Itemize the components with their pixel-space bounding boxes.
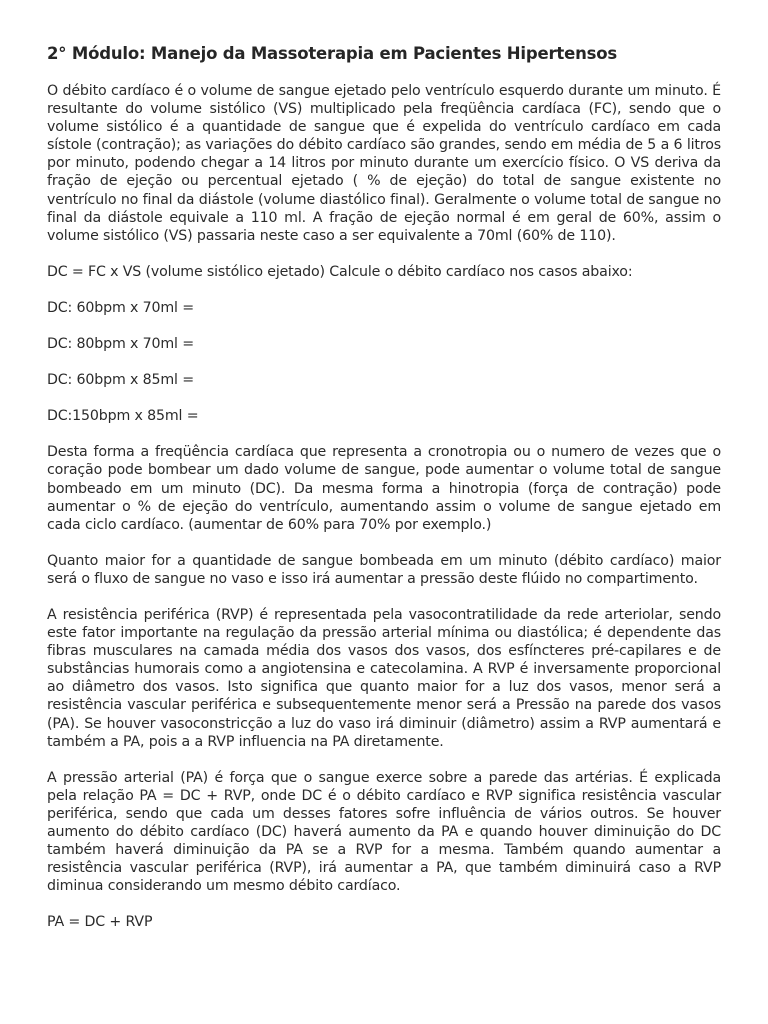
- paragraph-heart-rate: Desta forma a freqüência cardíaca que representa a cronotropia ou o numero de vezes que o coração pode bombear um dado volume de sangue, pode aumentar o volume total de sangue bombeado em um minuto (DC). Da mesma forma a hinotropia (força de contração) pode aumentar o % de ejeção do ventrículo, aumentando assim o volume de sangue ejetado em cada ciclo cardíaco. (aumentar de 60% para 70% por exemplo.): [47, 444, 721, 533]
- exercise-line: DC: 60bpm x 70ml =: [47, 299, 194, 316]
- final-formula: PA = DC + RVP: [47, 914, 153, 931]
- page-title: 2° Módulo: Manejo da Massoterapia em Pacientes Hipertensos: [47, 44, 618, 63]
- formula-intro: DC = FC x VS (volume sistólico ejetado) Calcule o débito cardíaco nos casos abaixo:: [47, 263, 633, 280]
- paragraph-cardiac-output: O débito cardíaco é o volume de sangue ejetado pelo ventrículo esquerdo durante um minuto. É resultante do volume sistólico (VS) multiplicado pela freqüência cardíaca (FC), sendo que o volume sistólico é a quantidade de sangue que é expelida do ventrículo cardíaco em cada sístole (contração); as variações do débito cardíaco são grandes, sendo em média de 5 a 6 litros por minuto, podendo chegar a 14 litros por minuto durante um exercício físico. O VS deriva da fração de ejeção ou percentual ejetado ( % de ejeção) do total de sangue existente no ventrículo no final da diástole (volume diastólico final). Geralmente o volume total de sangue no final da diástole equivale a 110 ml. A fração de ejeção normal é em geral de 60%, assim o volume sistólico (VS) passaria neste caso a ser equivalente a 70ml (60% de 110).: [47, 83, 721, 244]
- document-page: [47, 44, 721, 949]
- paragraph-arterial-pressure: A pressão arterial (PA) é força que o sangue exerce sobre a parede das artérias. É explicada pela relação PA = DC + RVP, onde DC é o débito cardíaco e RVP significa resistência vascular periférica, sendo que cada um desses fatores sofre influência de vários outros. Se houver aumento do débito cardíaco (DC) haverá aumento da PA e quando houver diminuição do DC também haverá diminuição da PA se a RVP for a mesma. Também quando aumentar a resistência vascular periférica (RVP), irá aumentar a PA, que também diminuirá caso a RVP diminua considerando um mesmo débito cardíaco.: [47, 769, 721, 895]
- paragraph-peripheral-resistance: A resistência periférica (RVP) é representada pela vasocontratilidade da rede arteriolar, sendo este fator importante na regulação da pressão arterial mínima ou diastólica; é dependente das fibras musculares na camada média dos vasos dos vasos, dos esfíncteres pré-capilares e de substâncias humorais como a angiotensina e catecolamina. A RVP é inversamente proporcional ao diâmetro dos vasos. Isto significa que quanto maior for a luz dos vasos, menor será a resistência vascular periférica e subsequentemente menor será a Pressão na parede dos vasos (PA). Se houver vasoconstricção a luz do vaso irá diminuir (diâmetro) assim a RVP aumentará e também a PA, pois a a RVP influencia na PA diretamente.: [47, 606, 721, 750]
- exercise-line: DC: 60bpm x 85ml =: [47, 372, 194, 389]
- exercise-line: DC: 80bpm x 70ml =: [47, 336, 194, 353]
- paragraph-blood-flow: Quanto maior for a quantidade de sangue bombeada em um minuto (débito cardíaco) maior será o fluxo de sangue no vaso e isso irá aumentar a pressão deste flúido no compartimento.: [47, 552, 721, 587]
- exercise-line: DC:150bpm x 85ml =: [47, 408, 199, 425]
